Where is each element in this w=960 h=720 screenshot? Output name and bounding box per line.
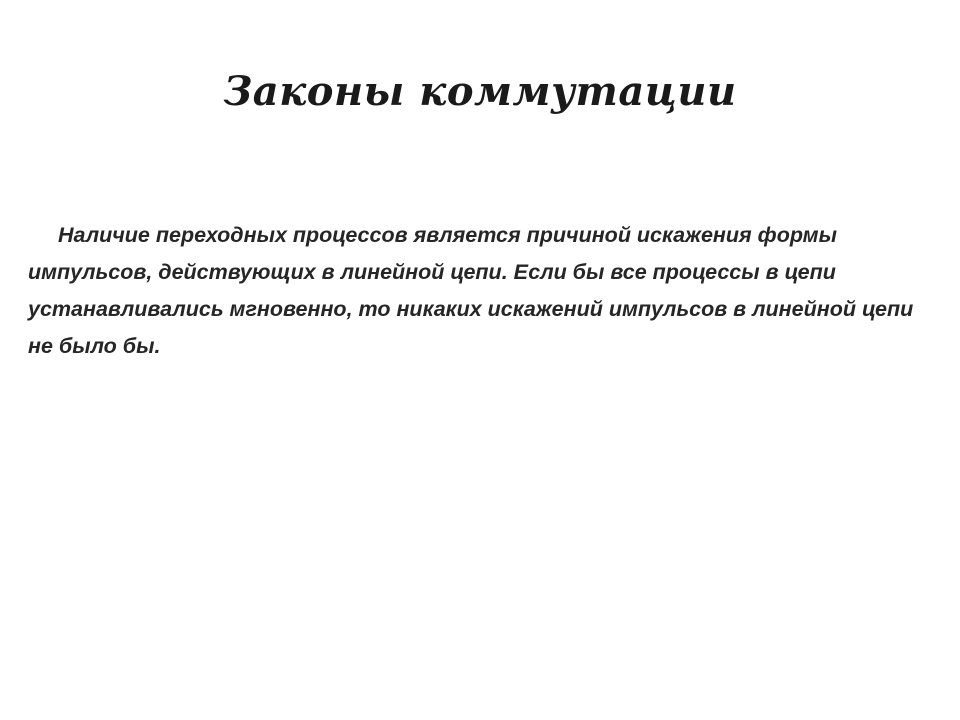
slide-paragraph: Наличие переходных процессов является причиной искажения формы импульсов, действующих в линейной цепи. Если бы все процессы в цепи устанавливались мгновенно, то никаких искажений импульсов в линейной цепи не было бы. <box>28 223 914 358</box>
slide-title: Законы коммутации <box>223 68 737 115</box>
